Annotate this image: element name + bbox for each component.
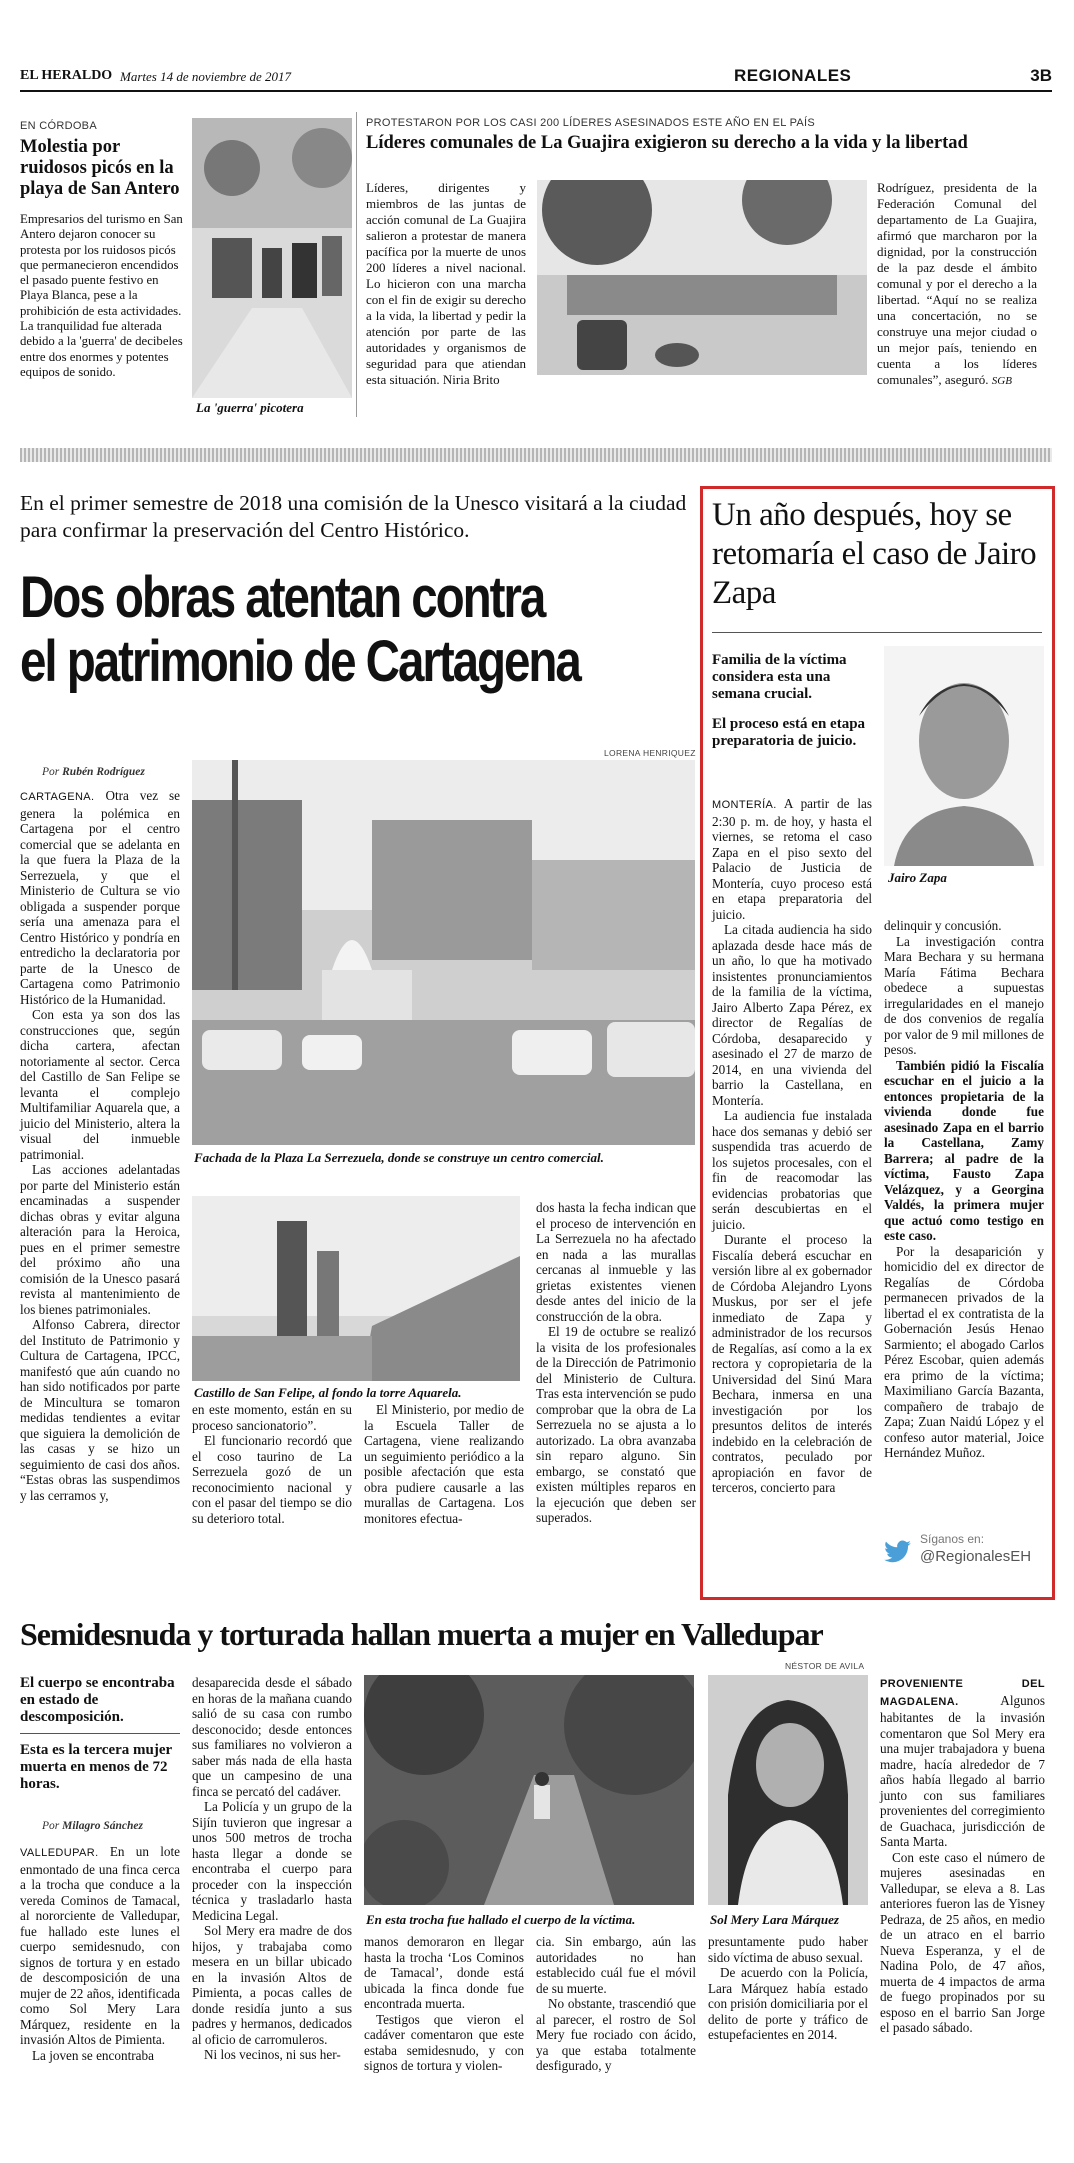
story5-caption2: Sol Mery Lara Márquez <box>710 1912 839 1927</box>
story3-col4: dos hasta la fecha indican que el proceso de intervención en La Serrezuela no ha afectado en nada a las murallas cercanas al inmueble y las grietas existentes vienen desde antes del inicio de la construcción de la obra. El 19 de octubre se realizó la visita de los profesionales de la Dirección de Patrimonio del Ministerio de Cultura. Tras esta intervención se pudo comprobar que la obra de La Serrezuela no se ajusta a lo autorizado. La obra avanzaba sin reparo alguno. Sin embargo, se constató que existen múltiples reparos en la ejecución que deben ser superados. <box>536 1200 696 1525</box>
story1-headline: Molestia por ruidosos picós en la playa de San Antero <box>20 137 180 199</box>
story5-col1: VALLEDUPAR. En un lote enmontado de una finca cerca a la trocha que conduce a la vereda Cominos de Tamacal, al nororciente de Valledupar, fue hallado este lunes el cuerpo semidesnudo, con signos de tortura y en estado de descomposición de una mujer de 22 años, identificada como Sol Mery Lara Márquez, residente en la invasión Altos de Pimienta. La joven se encontraba <box>20 1844 180 2063</box>
story3-dateline: CARTAGENA. <box>20 791 95 803</box>
paper-name: EL HERALDO <box>20 68 113 83</box>
story3-photo2 <box>192 1196 520 1381</box>
story5-headline: Semidesnuda y torturada hallan muerta a mujer en Valledupar <box>20 1616 823 1652</box>
story4-deck1: Familia de la víctima considera esta una semana crucial. <box>712 652 847 702</box>
masthead <box>20 66 1052 88</box>
story4-col1: MONTERÍA. A partir de las 2:30 p. m. de hoy, y hasta el viernes, se retoma el caso Zapa en el piso sexto del Palacio de Justicia de Montería, cuyo proceso está en etapa preparatoria del juicio. La citada audiencia ha sido aplazada desde hace más de un año, lo que ha motivado insistentes pronunciamientos de la familia de la víctima, Jairo Alberto Zapa Pérez, ex director de Regalías de Córdoba, desaparecido y asesinado el 27 de marzo de 2014, en una vivienda del barrio la Castellana, en Montería. La audiencia fue instalada hace dos semanas y debió ser suspendida tras acuerdo de los sujetos procesales, con el fin de reacomodar las evidencias probatorias que serán descubiertas en el juicio. Durante el proceso la Fiscalía deberá escuchar en versión libre al ex gobernador de Córdoba Alejandro Lyons Muskus, por ser el jefe inmediato de Zapa y administrador de los recursos de Regalías, así como a la ex rectora y copropietaria de la Universidad del Sinú Mara Bechara, inmersa en una investigación por los presuntos delitos de interés indebido en la celebración de contratos, peculado por apropiación en favor de terceros, concierto para <box>712 796 873 1495</box>
story2-kicker: PROTESTARON POR LOS CASI 200 LÍDERES ASESINADOS ESTE AÑO EN EL PAÍS <box>366 117 816 129</box>
story3-headline: Dos obras atentan contra el patrimonio de Cartagena <box>20 565 580 694</box>
twitter-icon <box>884 1540 912 1568</box>
story1-photo <box>192 118 352 398</box>
story3-col2: en este momento, están en su proceso sancionatorio”. El funcionario recordó que el coso taurino de La Serrezuela gozó de un reconocimiento nacional y con el pasar del tiempo se dio su deterioro total. <box>192 1402 352 1526</box>
story5-caption1: En esta trocha fue hallado el cuerpo de la víctima. <box>366 1912 636 1927</box>
page-number: 3B <box>1030 66 1052 85</box>
story4-caption: Jairo Zapa <box>888 870 947 885</box>
story4-dateline: MONTERÍA. <box>712 799 777 811</box>
story-divider <box>356 112 357 417</box>
story2-headline: Líderes comunales de La Guajira exigieron su derecho a la vida y la libertad <box>366 133 968 153</box>
story5-col3: manos demoraron en llegar hasta la trocha ‘Los Cominos de Tamacal’, donde está ubicada la finca donde fue encontrada muerta. Testigos que vieron el cadáver comentaron que este estaba semidesnudo, y con signos de tortura y violen- <box>364 1934 524 2073</box>
story5-col6: PROVENIENTE DEL MAGDALENA. Algunos habitantes de la invasión comentaron que Sol Mery era una mujer trabajadora y buena madre, hacía alrededor de 7 años había llegado al barrio junto con sus familiares provenientes del corregimiento de Guachaca, jurisdicción de Santa Marta. Con este caso el número de mujeres asesinadas en Valledupar, se eleva a 8. Las anteriores fueron las de Yisney Pedraza, de 25 años, en medio de un atraco en el barrio Nueva Esperanza, y el de Nadina Polo, de 47 años, muerta de 4 impactos de arma de fuego propinados por su esposo en el barrio San Jorge el pasado sábado. <box>880 1678 1045 2035</box>
story5-photo1 <box>364 1675 694 1905</box>
story5-col2: desaparecida desde el sábado en horas de la mañana cuando salió de su casa con rumbo desconocido; desde entonces sus familiares no volvieron a saber más nada de ella hasta que un campesino de una finca se percató del cadáver. La Policía y un grupo de la Sijín tuvieron que ingresar a unos 500 metros de trocha hasta llegar a donde se encontraba el cuerpo para proceder con la inspección técnica y trasladarlo hasta Medicina Legal. Sol Mery era madre de dos hijos, y trabajaba como mesera en un billar ubicado en la invasión Altos de Pimienta, a pocas calles de donde residía junto a sus padres y hermanos, dedicados al oficio de carromuleros. Ni los vecinos, ni sus her- <box>192 1675 352 2062</box>
social-follow[interactable] <box>884 1532 1044 1578</box>
story5-deck-rule <box>20 1733 180 1734</box>
story2-photo <box>537 180 867 375</box>
story3-caption2: Castillo de San Felipe, al fondo la torre Aquarela. <box>194 1385 462 1400</box>
story2-signature: SGB <box>991 375 1012 387</box>
section-separator <box>20 448 1052 462</box>
story3-deck: En el primer semestre de 2018 una comisión de la Unesco visitará a la ciudad para confirmar la preservación del Centro Histórico. <box>20 491 687 542</box>
story4-photo <box>884 646 1044 866</box>
story3-caption1: Fachada de la Plaza La Serrezuela, donde se construye un centro comercial. <box>194 1150 604 1165</box>
story4-rule <box>712 632 1042 633</box>
story5-deck1: El cuerpo se encontraba en estado de descomposición. <box>20 1675 175 1725</box>
story2-col1: Líderes, dirigentes y miembros de las juntas de acción comunal de La Guajira salieron a protestar de manera pacífica por la muerte de unos 200 líderes a nivel nacional. Lo hicieron con una marcha con el fin de exigir su derecho a la vida, la libertad y pedir la atención por parte de las autoridades y organismos de seguridad para que atiendan esta situación. Niria Brito <box>366 180 526 387</box>
story4-headline: Un año después, hoy se retomaría el caso de Jairo Zapa <box>712 497 1037 611</box>
story5-byline: Por Milagro Sánchez <box>42 1820 143 1832</box>
story5-dateline: VALLEDUPAR. <box>20 1847 99 1859</box>
issue-date: Martes 14 de noviembre de 2017 <box>120 69 292 84</box>
story5-col4: cia. Sin embargo, aún las autoridades no han establecido cuál fue el móvil de su muerte. No obstante, trascendió que al parecer, el rostro de Sol Mery fue rociado con ácido, ya que estaba totalmente desfigurado, y <box>536 1934 696 2073</box>
story5-subhead: PROVENIENTE DEL MAGDALENA. <box>880 1678 1045 1708</box>
story1-caption: La 'guerra' picotera <box>196 400 304 415</box>
social-label: Síganos en: <box>920 1532 985 1546</box>
story2-col2: Rodríguez, presidenta de la Federación Comunal del departamento de La Guajira, afirmó que marcharon por la dignidad, por la construcción de la paz desde el ámbito comunal y por el derecho a la libertad. “Aquí no se realiza una concertación, no se construye una mejor ciudad o un mejor país, teniendo en cuenta a los líderes comunales”, aseguró. SGB <box>877 180 1037 387</box>
story3-byline: Por Rubén Rodríguez <box>42 766 145 778</box>
story5-col5: presuntamente pudo haber sido víctima de abuso sexual. De acuerdo con la Policía, Lara Márquez había estado con prisión domiciliaria por el delito de porte y tráfico de estupefacientes en 2014. <box>708 1934 868 2042</box>
story3-photo-credit: LORENA HENRIQUEZ <box>604 748 696 758</box>
story3-col3: El Ministerio, por medio de la Escuela Taller de Cartagena, viene realizando un seguimiento periódico a la posible afectación que esta obra pudiere causarle a las murallas de Cartagena. Los monitores efectua- <box>364 1402 524 1526</box>
story4-col2: delinquir y concusión. La investigación contra Mara Bechara y su hermana María Fátima Bechara obedece a supuestas irregularidades en el manejo de dos convenios de regalía por valor de 9 mil millones de pesos. También pidió la Fiscalía escuchar en el juicio a la entonces propietaria de la vivienda donde fue asesinado Zapa en el barrio la Castellana, Zamy Barrera; al padre de la víctima, Fausto Zapa Velázquez, y a Georgina Valdés, la primera mujer que actuó como testigo en este caso. Por la desaparición y homicidio del ex director de Regalías de Córdoba permanecen privados de la libertad el ex contratista de la Gobernación Jesús Henao Sarmiento; el abogado Carlos Pérez Escobar, quien además era primo de la víctima; Maximiliano García Bazanta, compañero de trabajo de Zapa; Zuan Naidú López y el confeso autor material, Joice Hernández Muñoz. <box>884 918 1044 1460</box>
masthead-rule <box>20 90 1052 92</box>
story5-photo-credit: NÉSTOR DE AVILA <box>785 1661 865 1671</box>
story1-kicker: EN CÓRDOBA <box>20 120 97 132</box>
section-name: REGIONALES <box>734 66 852 85</box>
story5-deck2: Esta es la tercera mujer muerta en menos de 72 horas. <box>20 1742 172 1792</box>
story1-body: Empresarios del turismo en San Antero dejaron conocer su protesta por los ruidosos picós que permanecieron encendidos el pasado puente festivo en Playa Blanca, pese a la prohibición de esta actividades. La tranquilidad fue alterada debido a la 'guerra' de decibeles entre dos enormes y potentes equipos de sonido. <box>20 212 183 379</box>
story3-photo1 <box>192 760 695 1145</box>
story5-photo2 <box>708 1675 868 1905</box>
social-handle: @RegionalesEH <box>920 1548 1032 1565</box>
story3-col1: CARTAGENA. Otra vez se genera la polémica en Cartagena por el centro comercial que se adelanta en la que fuera la Plaza de la Serrezuela, y que el Ministerio de Cultura se vio obligada a suspender porque sería una amenaza para el Centro Histórico y pondría en entredicho la declaratoria por parte de la Unesco de Cartagena como Patrimonio Histórico de la Humanidad. Con esta ya son dos las construcciones que, según dicha cartera, afectan notoriamente al sector. Cerca del Castillo de San Felipe se levanta el complejo Multifamiliar Aquarela que, a juicio del Ministerio, altera la visual del inmueble patrimonial. Las acciones adelantadas por parte del Ministerio están encaminadas a suspender dichas obras y evitar alguna alteración para la Heroica, pues en el primer semestre del próximo año una comisión de la Unesco pasará revista al mantenimiento de los bienes patrimoniales. Alfonso Cabrera, director del Instituto de Patrimonio y Cultura de Cartagena, IPCC, manifestó que aún cuando no han sido notificados por parte de Mincultura se tomaron medidas tendientes a evitar que siguiera la demolición de las casas y se hizo un seguimiento de casi dos años. “Estas obras las suspendimos y las cerramos y, <box>20 788 181 1503</box>
story4-deck2: El proceso está en etapa preparatoria de juicio. <box>712 716 866 749</box>
